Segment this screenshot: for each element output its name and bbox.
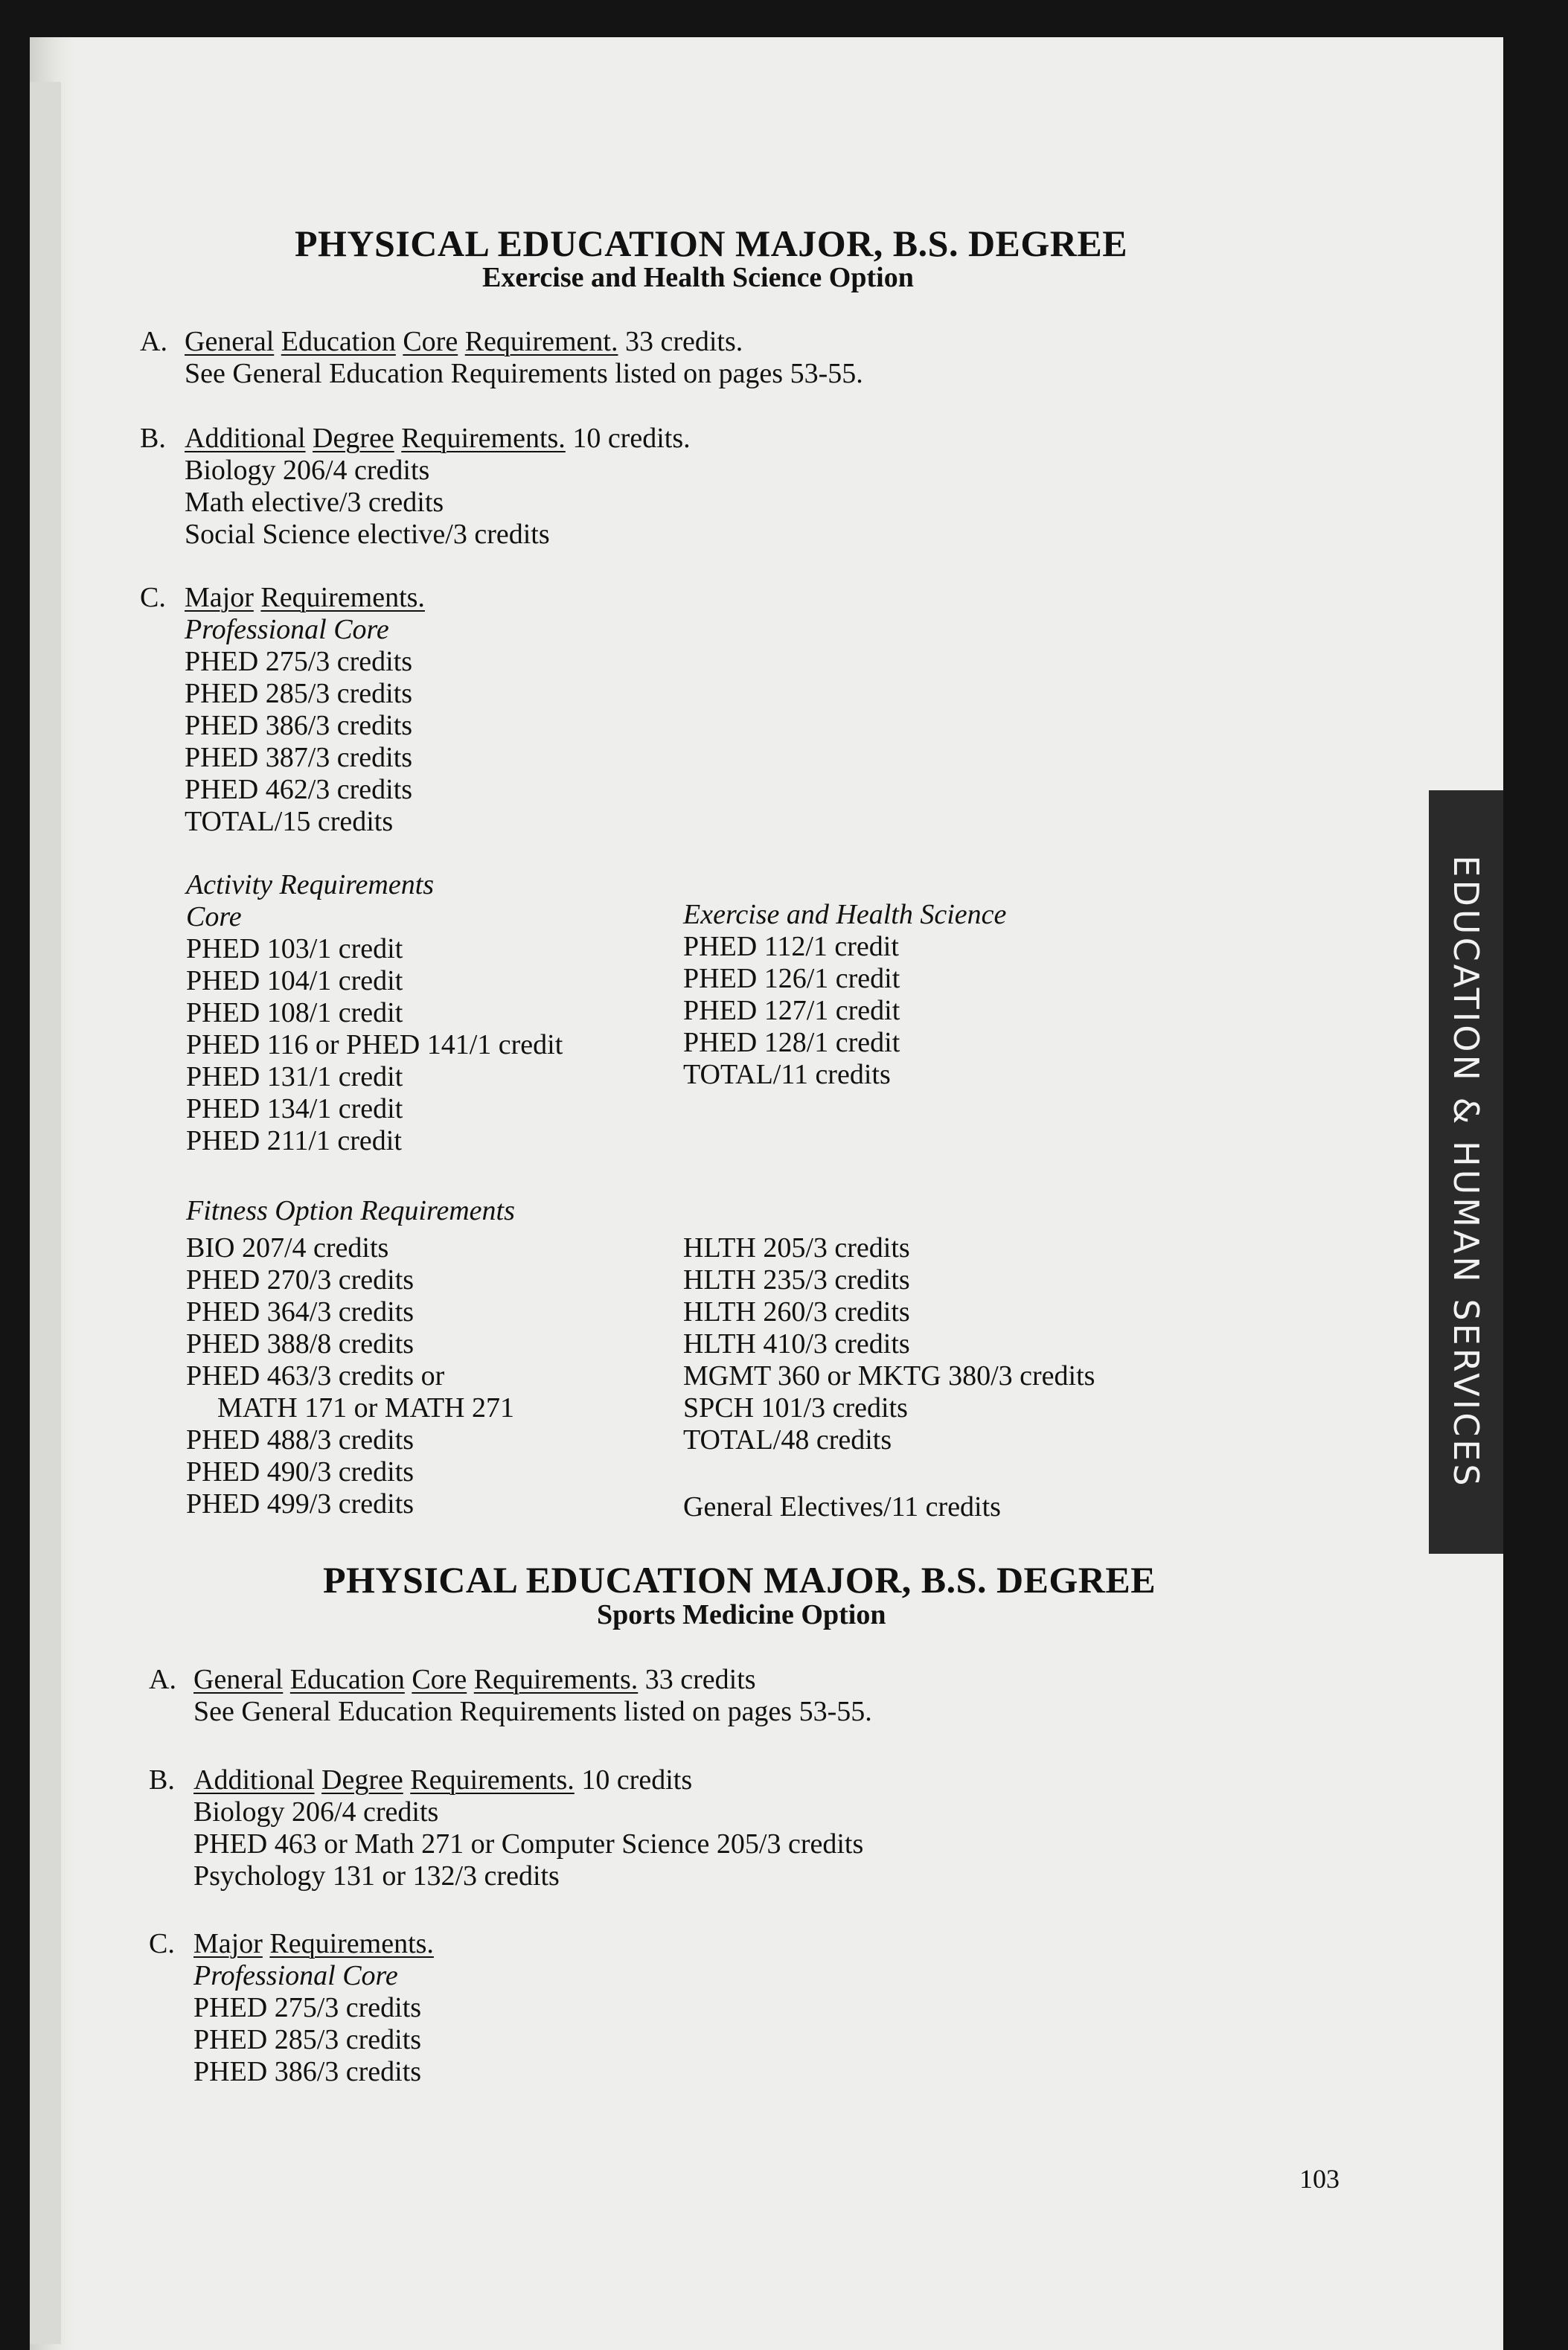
core-item: PHED 103/1 credit — [186, 933, 403, 964]
section2-c-letter: C. — [149, 1928, 175, 1959]
fitness-left-item: PHED 364/3 credits — [186, 1296, 415, 1328]
section2-b-w2: Degree — [321, 1764, 403, 1796]
section2-b-heading — [193, 1766, 692, 1794]
section2-a-heading — [193, 1665, 756, 1694]
core-item: PHED 108/1 credit — [186, 997, 403, 1028]
facing-page-edge — [30, 82, 61, 2344]
section2-b-credits: 10 credits — [574, 1764, 693, 1796]
general-electives: General Electives/11 credits — [683, 1491, 1001, 1523]
fitness-right-item: MGMT 360 or MKTG 380/3 credits — [683, 1360, 1095, 1392]
fitness-left-item: PHED 463/3 credits or — [186, 1360, 445, 1392]
ehs-item: PHED 128/1 credit — [683, 1027, 900, 1058]
section2-c-w2: Requirements. — [269, 1928, 434, 1959]
section2-professional-core-heading: Professional Core — [193, 1960, 398, 1991]
section1-b-item: Social Science elective/3 credits — [185, 519, 550, 550]
section2-a-credits: 33 credits — [638, 1664, 756, 1695]
section1-b-credits: 10 credits. — [565, 423, 691, 454]
section2-subtitle: Sports Medicine Option — [597, 1599, 886, 1630]
core-item: PHED 134/1 credit — [186, 1093, 403, 1124]
fitness-right-item: HLTH 205/3 credits — [683, 1232, 910, 1264]
ehs-item: TOTAL/11 credits — [683, 1059, 891, 1090]
section2-prof-item: PHED 386/3 credits — [193, 2056, 422, 2087]
exercise-health-heading: Exercise and Health Science — [683, 899, 1007, 930]
section1-professional-core-heading: Professional Core — [185, 614, 389, 645]
section1-b-letter: B. — [140, 423, 166, 454]
section1-prof-item: PHED 387/3 credits — [185, 742, 413, 773]
section2-a-w4: Requirements. — [473, 1664, 639, 1695]
fitness-left-item: PHED 488/3 credits — [186, 1424, 415, 1456]
fitness-right-item: HLTH 410/3 credits — [683, 1328, 910, 1360]
fitness-left-item: PHED 388/8 credits — [186, 1328, 415, 1360]
fitness-left-item: MATH 171 or MATH 271 — [217, 1392, 514, 1424]
section1-prof-item: PHED 285/3 credits — [185, 678, 413, 709]
section1-c-heading — [185, 583, 425, 612]
section1-c-w1: Major — [185, 582, 254, 613]
section1-b-w2: Degree — [313, 423, 394, 454]
core-item: PHED 116 or PHED 141/1 credit — [186, 1029, 563, 1060]
section1-a-letter: A. — [140, 326, 167, 357]
core-heading: Core — [186, 901, 242, 932]
section2-b-w3: Requirements. — [410, 1764, 575, 1796]
section1-prof-item: PHED 275/3 credits — [185, 646, 413, 677]
fitness-left-item: PHED 490/3 credits — [186, 1456, 415, 1488]
fitness-left-item: PHED 499/3 credits — [186, 1488, 415, 1520]
section1-a-w4: Requirement. — [464, 326, 618, 357]
section2-c-heading — [193, 1930, 434, 1958]
section-tab-label: EDUCATION & HUMAN SERVICES — [1446, 855, 1486, 1489]
core-item: PHED 104/1 credit — [186, 965, 403, 996]
activity-requirements-heading: Activity Requirements — [186, 869, 435, 900]
section1-b-item: Math elective/3 credits — [185, 487, 444, 518]
core-item: PHED 211/1 credit — [186, 1125, 402, 1156]
section1-title: PHYSICAL EDUCATION MAJOR, B.S. DEGREE — [295, 222, 1128, 264]
section2-b-item: Psychology 131 or 132/3 credits — [193, 1860, 560, 1892]
section1-prof-item: PHED 386/3 credits — [185, 710, 413, 741]
section2-a-w2: Education — [289, 1664, 405, 1695]
section2-a-line2: See General Education Requirements listed on pages 53-55. — [193, 1696, 872, 1727]
fitness-right-item: HLTH 235/3 credits — [683, 1264, 910, 1296]
section2-b-w1: Additional — [193, 1764, 315, 1796]
fitness-right-item: HLTH 260/3 credits — [683, 1296, 910, 1328]
section1-a-w2: Education — [281, 326, 396, 357]
section2-a-w1: General — [193, 1664, 284, 1695]
section2-b-letter: B. — [149, 1764, 175, 1796]
section1-c-letter: C. — [140, 582, 166, 613]
section1-a-heading — [185, 327, 743, 356]
section1-a-credits: 33 credits. — [618, 326, 743, 357]
section2-prof-item: PHED 285/3 credits — [193, 2024, 422, 2055]
section1-b-w1: Additional — [185, 423, 306, 454]
section1-a-line2: See General Education Requirements listed on pages 53-55. — [185, 358, 863, 389]
section2-a-letter: A. — [149, 1664, 176, 1695]
section1-a-w3: Core — [403, 326, 458, 357]
ehs-item: PHED 126/1 credit — [683, 963, 900, 994]
fitness-right-item: TOTAL/48 credits — [683, 1424, 892, 1456]
page-number: 103 — [1299, 2164, 1340, 2194]
fitness-right-item: SPCH 101/3 credits — [683, 1392, 908, 1424]
section1-b-item: Biology 206/4 credits — [185, 455, 430, 486]
section1-b-heading — [185, 424, 691, 452]
section2-prof-item: PHED 275/3 credits — [193, 1992, 422, 2023]
document-page — [30, 37, 1503, 2350]
section1-prof-item: TOTAL/15 credits — [185, 806, 394, 837]
section2-b-item: Biology 206/4 credits — [193, 1796, 439, 1828]
ehs-item: PHED 127/1 credit — [683, 995, 900, 1026]
ehs-item: PHED 112/1 credit — [683, 931, 899, 962]
fitness-left-item: BIO 207/4 credits — [186, 1232, 389, 1264]
section2-a-w3: Core — [412, 1664, 467, 1695]
section1-subtitle: Exercise and Health Science Option — [482, 262, 914, 293]
section1-prof-item: PHED 462/3 credits — [185, 774, 413, 805]
core-item: PHED 131/1 credit — [186, 1061, 403, 1092]
section2-c-w1: Major — [193, 1928, 263, 1959]
fitness-left-item: PHED 270/3 credits — [186, 1264, 415, 1296]
section1-c-w2: Requirements. — [260, 582, 425, 613]
fitness-option-heading: Fitness Option Requirements — [186, 1195, 515, 1226]
section1-b-w3: Requirements. — [401, 423, 566, 454]
section1-a-w1: General — [185, 326, 275, 357]
section2-title: PHYSICAL EDUCATION MAJOR, B.S. DEGREE — [323, 1559, 1156, 1601]
section2-b-item: PHED 463 or Math 271 or Computer Science 205/3 credits — [193, 1828, 864, 1860]
